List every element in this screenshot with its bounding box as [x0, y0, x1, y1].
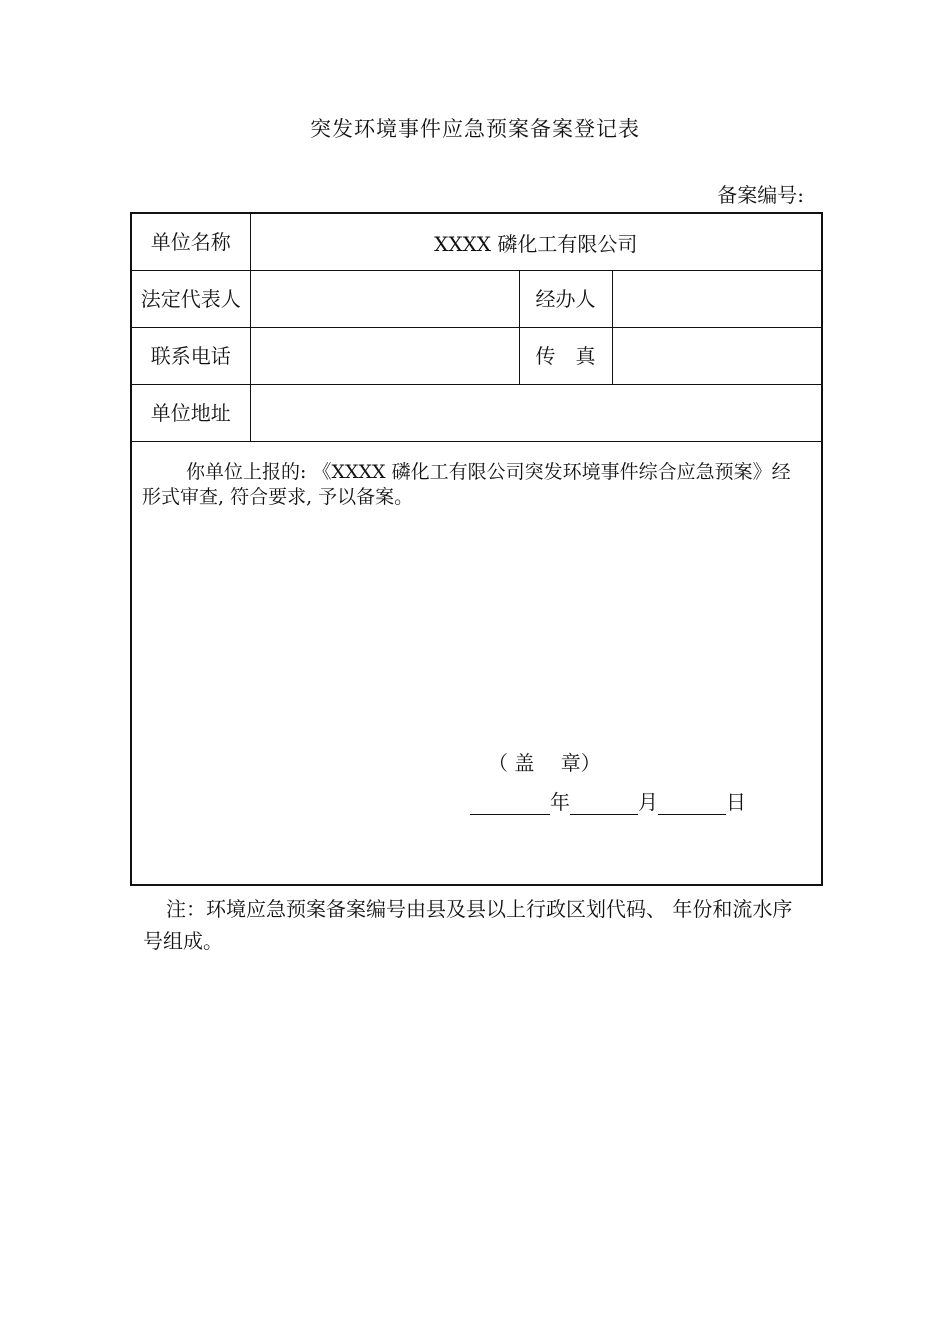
registration-form-table	[130, 212, 823, 886]
month-blank	[570, 794, 638, 815]
page-title: 突发环境事件应急预案备案登记表	[310, 117, 640, 141]
unit-name-label: 单位名称	[131, 213, 250, 271]
fax-value	[612, 328, 822, 385]
day-label: 日	[726, 790, 746, 814]
phone-row	[131, 328, 822, 385]
unit-name-value: XXXX 磷化工有限公司	[250, 213, 822, 271]
filing-number-label: 备案编号:	[717, 183, 804, 207]
address-value	[250, 385, 822, 442]
seal-label: （ 盖 章）	[488, 751, 601, 775]
phone-value	[250, 328, 519, 385]
approval-text: 你单位上报的: 《XXXX 磷化工有限公司突发环境事件综合应急预案》经形式审查, 符合要求, 予以备案。	[142, 461, 791, 508]
year-blank	[470, 794, 550, 815]
handler-value	[612, 271, 822, 328]
legal-rep-row	[131, 271, 822, 328]
date-line	[470, 786, 746, 815]
fax-label: 传 真	[519, 328, 612, 385]
address-row	[131, 385, 822, 442]
address-label: 单位地址	[131, 385, 250, 442]
approval-cell	[131, 442, 822, 886]
phone-label: 联系电话	[131, 328, 250, 385]
legal-rep-value	[250, 271, 519, 328]
approval-row	[131, 442, 822, 886]
legal-rep-label: 法定代表人	[131, 271, 250, 328]
year-label: 年	[550, 790, 570, 814]
footnote: 注：环境应急预案备案编号由县及县以上行政区划代码、 年份和流水序号组成。	[143, 897, 793, 953]
month-label: 月	[638, 790, 658, 814]
day-blank	[658, 794, 726, 815]
unit-name-row	[131, 213, 822, 271]
handler-label: 经办人	[519, 271, 612, 328]
